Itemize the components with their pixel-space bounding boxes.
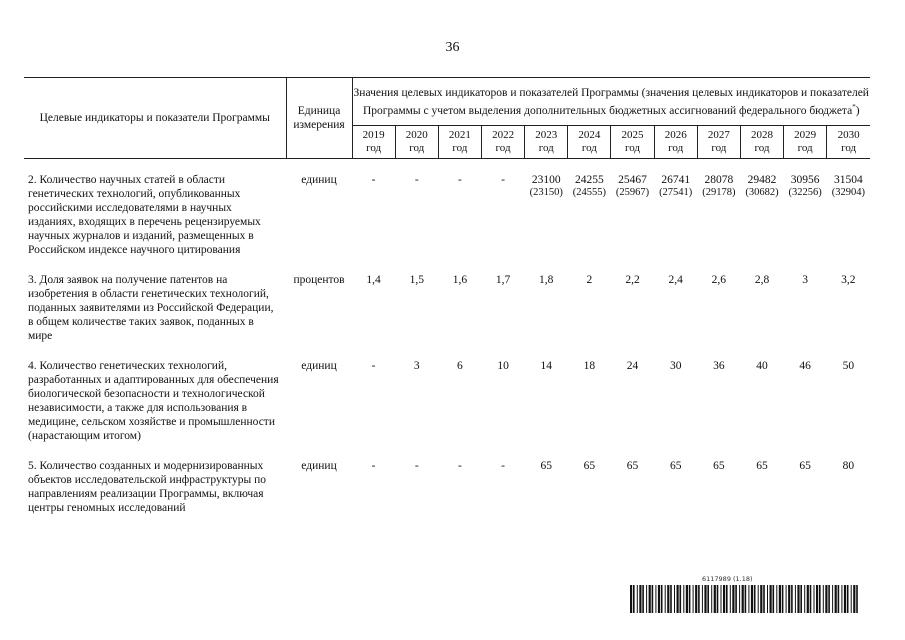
barcode-bar [726,585,728,613]
year-header [438,125,481,158]
barcode-bar [847,585,849,613]
barcode-bar [814,585,815,613]
barcode-bar [776,585,777,613]
indicator-value-cell [784,359,827,459]
barcode-bar [693,585,694,613]
indicator-alt-value: (32256) [788,187,822,198]
year-header [481,125,524,158]
barcode-bar [680,585,682,613]
indicator-value-cell [568,459,611,531]
indicator-alt-value: (29178) [702,187,736,198]
indicator-value-cell [481,459,524,531]
indicator-value-cell [784,173,827,273]
footnote-mark: * [852,102,856,111]
barcode-bar [649,585,651,613]
barcode-bar [819,585,821,613]
page-number: 36 [445,40,460,55]
year-label: 2026 [664,128,687,141]
indicator-column-header: Целевые индикаторы и показатели Программы [24,78,286,159]
indicator-value-cell [611,459,654,531]
barcode [630,585,862,613]
values-group-title-close: ) [855,104,860,117]
indicator-value-cell [611,173,654,273]
values-group-title: Значения целевых индикаторов и показателей Программы (значения целевых индикаторов и показателей Программы с учетом выделения дополнительных бюджетных ассигнований федерального бюджета [353,86,869,117]
barcode-bar [739,585,740,613]
indicator-value: 65 [799,460,811,472]
indicator-value: 1,6 [452,274,468,286]
barcode-bar [823,585,824,613]
year-suffix: год [754,141,770,154]
barcode-bar [745,585,747,613]
indicator-value-cell [697,459,740,531]
indicator-alt-value: (23150) [529,187,563,198]
barcode-bar [795,585,796,613]
barcode-bar [630,585,632,613]
indicator-value-cell [525,173,568,273]
year-label: 2028 [751,128,773,141]
indicator-value: 6 [457,360,463,372]
barcode-bar [677,585,679,613]
year-header [740,125,783,158]
barcode-bar [714,585,716,613]
barcode-bar [751,585,753,613]
indicator-alt-value: (30682) [745,187,779,198]
indicator-value: 24255 [575,174,604,186]
indicator-value-cell [568,273,611,359]
indicator-value-cell [740,459,783,531]
barcode-bar [791,585,793,613]
barcode-bar [674,585,675,613]
barcode-bar [730,585,731,613]
barcode-bar [711,585,712,613]
indicator-value: 65 [713,460,725,472]
barcode-bar [804,585,805,613]
indicator-value: 50 [842,360,855,372]
barcode-bar [702,585,703,613]
year-header [395,125,438,158]
barcode-bar [779,585,781,613]
barcode-bar [788,585,790,613]
indicator-row [24,459,870,531]
year-label: 2030 [837,128,860,141]
indicator-value-cell [827,459,870,531]
indicator-value: 1,4 [366,274,381,286]
barcode-bar [825,585,827,613]
year-label: 2019 [362,128,385,141]
barcode-bar [786,585,787,613]
barcode-bar [637,585,638,613]
indicator-value: 30956 [790,174,820,186]
unit-column-header: Единица измерения [286,78,352,159]
indicator-unit: процентов [293,274,345,286]
indicator-value-cell [654,273,697,359]
indicator-value: 14 [540,360,552,372]
indicator-value-cell [784,459,827,531]
barcode-bar [721,585,722,613]
indicator-name: 3. Доля заявок на получение патентов на изобретения в области генетических технологий, поданных заявителями из Российской Федерации, в общем количестве таких заявок, поданных в мире [28,274,274,342]
indicator-name: 4. Количество генетических технологий, разработанных и адаптированных для обеспечения биологической безопасности и технологической независимости, а также для использования в медицине, сельском хозяйстве и промышленности (нарастающим итогом) [28,360,279,442]
barcode-bar [816,585,818,613]
indicator-row [24,359,870,459]
year-suffix: год [668,141,684,154]
indicator-value-cell [740,359,783,459]
indicator-value: 23100 [531,174,561,186]
year-suffix: год [625,141,641,154]
year-header [568,125,611,158]
barcode-bar [838,585,840,613]
indicator-value-cell [395,459,438,531]
barcode-bar [835,585,837,613]
indicator-value-cell [697,273,740,359]
indicator-value: - [371,360,376,372]
indicator-value: 2,2 [625,274,640,286]
indicator-value-cell [352,273,395,359]
barcode-bar [773,585,775,613]
indicator-name: 5. Количество созданных и модернизированных объектов исследовательской инфраструктуры по направлениям реализации Программы, включая центры геномных исследований [28,460,267,514]
indicator-value: 65 [756,460,768,472]
barcode-bar [782,585,784,613]
indicator-name: 2. Количество научных статей в области генетических технологий, опубликованных российскими исследователями в научных изданиях, входящих в перечень рецензируемых научных журналов и изданий, размещенных в Российском индексе научного цитирования [28,174,261,256]
indicator-value: 1,5 [409,274,424,286]
indicator-value: 29482 [747,174,777,186]
indicator-value: 65 [626,460,639,472]
indicator-value-cell [740,273,783,359]
barcode-bar [732,585,734,613]
indicator-unit: единиц [301,174,337,186]
indicator-value-cell [481,359,524,459]
indicator-value-cell [697,359,740,459]
barcode-bar [853,585,855,613]
year-suffix: год [581,141,597,154]
indicator-row [24,273,870,359]
barcode-bar [723,585,725,613]
indicator-value-cell [654,173,697,273]
indicators-table [24,77,870,531]
indicator-value: 40 [756,360,768,372]
document-code: 6117989 (1.18) [702,575,753,583]
barcode-bar [642,585,644,613]
indicator-value: 1,8 [539,274,554,286]
barcode-bar [841,585,842,613]
indicator-alt-value: (27541) [659,187,693,198]
barcode-bar [760,585,762,613]
year-label: 2022 [492,128,515,141]
year-suffix: год [797,141,813,154]
header-spacer [24,159,870,174]
barcode-bar [646,585,647,613]
indicator-value: 26741 [661,174,691,186]
indicator-value: 3,2 [841,274,856,286]
year-suffix: год [366,141,382,154]
indicator-value: 3 [802,274,809,286]
indicator-value: - [501,460,505,472]
indicator-value: - [371,460,376,472]
barcode-bar [707,585,709,613]
barcode-bar [758,585,759,613]
barcode-bar [658,585,660,613]
indicator-value-cell [611,273,654,359]
year-header [352,125,395,158]
indicator-value: 18 [583,360,596,372]
indicator-value-cell [352,359,395,459]
indicator-value: - [457,174,462,186]
indicator-value: 2,4 [668,274,683,286]
indicator-value: - [371,174,376,186]
indicator-value-cell [611,359,654,459]
indicator-value-cell [697,173,740,273]
barcode-bar [686,585,688,613]
barcode-bar [770,585,772,613]
year-suffix: год [452,141,468,154]
barcode-bar [670,585,672,613]
year-suffix: год [711,141,727,154]
barcode-bar [748,585,749,613]
year-label: 2025 [621,128,644,141]
indicator-value: 1,7 [495,274,511,286]
indicator-unit: единиц [301,460,337,472]
indicator-unit: единиц [301,360,337,372]
indicator-value: 2,6 [711,274,727,286]
indicator-value: - [414,174,419,186]
indicator-value: 31504 [833,174,863,186]
year-header [784,125,827,158]
indicator-value: 46 [799,360,811,372]
indicator-value-cell [481,273,524,359]
indicator-value: 65 [583,460,596,472]
barcode-bar [661,585,663,613]
barcode-bar [767,585,768,613]
barcode-bar [828,585,830,613]
barcode-bar [763,585,765,613]
barcode-bar [797,585,799,613]
year-suffix: год [495,141,511,154]
indicator-value: - [457,460,462,472]
barcode-bar [807,585,809,613]
indicator-value-cell [654,459,697,531]
values-group-header [352,78,870,126]
barcode-bar [655,585,656,613]
barcode-bar [683,585,684,613]
barcode-bar [735,585,737,613]
year-label: 2020 [405,128,428,141]
year-label: 2029 [794,128,817,141]
indicator-value-cell [568,359,611,459]
barcode-bar [689,585,691,613]
indicator-value-cell [654,359,697,459]
indicator-alt-value: (32904) [831,187,865,198]
indicator-value-cell [784,273,827,359]
year-header [525,125,568,158]
year-header [654,125,697,158]
indicator-value-cell [438,173,481,273]
barcode-bar [639,585,641,613]
indicator-value-cell [525,359,568,459]
indicator-value: 3 [413,360,420,372]
indicator-value-cell [827,359,870,459]
indicator-value: 65 [669,460,682,472]
indicator-value: - [414,460,419,472]
year-label: 2027 [707,128,730,141]
indicator-value-cell [481,173,524,273]
barcode-bar [704,585,706,613]
year-header [827,125,870,158]
indicator-value-cell [740,173,783,273]
indicator-value-cell [525,459,568,531]
barcode-bar [844,585,846,613]
indicator-value: 80 [842,460,855,472]
barcode-bar [851,585,852,613]
barcode-bar [695,585,697,613]
barcode-bar [800,585,802,613]
indicator-value: 10 [497,360,509,372]
year-label: 2023 [535,128,558,141]
year-label: 2024 [578,128,601,141]
barcode-bar [832,585,833,613]
indicator-value: 24 [626,360,639,372]
indicator-value: 65 [540,460,552,472]
indicator-value: 25467 [618,174,647,186]
barcode-bar [742,585,744,613]
indicator-value-cell [352,173,395,273]
indicator-value: 36 [713,360,725,372]
barcode-bar [754,585,756,613]
year-suffix: год [841,141,857,154]
indicator-value-cell [827,273,870,359]
indicator-value: 2 [586,274,593,286]
indicator-value-cell [438,459,481,531]
indicator-value-cell [438,273,481,359]
barcode-bar [856,585,858,613]
indicator-alt-value: (24555) [572,187,606,198]
year-label: 2021 [448,128,471,141]
indicator-value-cell [438,359,481,459]
indicator-value: 2,8 [754,274,770,286]
indicator-value-cell [395,359,438,459]
barcode-bar [698,585,700,613]
barcode-bar [665,585,666,613]
barcode-bar [652,585,654,613]
year-header [697,125,740,158]
indicator-value-cell [568,173,611,273]
indicator-value-cell [395,173,438,273]
indicator-value-cell [827,173,870,273]
barcode-bar [667,585,669,613]
barcode-bar [633,585,635,613]
year-header [611,125,654,158]
barcode-bar [810,585,812,613]
indicators-body [24,159,870,532]
barcode-bar [717,585,719,613]
indicator-alt-value: (25967) [615,187,650,198]
year-suffix: год [409,141,425,154]
indicator-value: 30 [669,360,682,372]
indicator-value-cell [525,273,568,359]
indicator-value: 28078 [704,174,734,186]
indicator-value-cell [395,273,438,359]
year-suffix: год [538,141,554,154]
indicator-value: - [501,174,505,186]
indicator-value-cell [352,459,395,531]
indicator-row [24,173,870,273]
